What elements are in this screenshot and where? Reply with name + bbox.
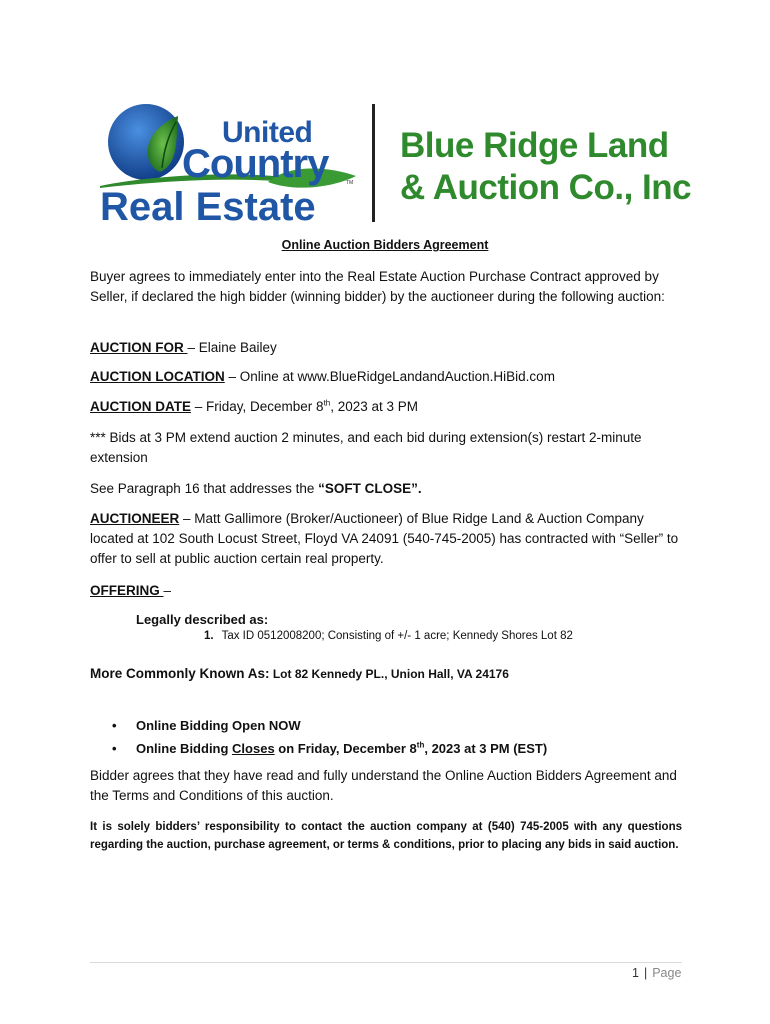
auctioneer-value: – Matt Gallimore (Broker/Auctioneer) of Blue Ridge Land & Auction Company located at 102 South Locust Street, Floyd VA 24091 (540-745-2005) has contracted with “Seller” to offer to sell at public auction certain real property. [90, 511, 679, 566]
footer-separator: | [643, 966, 648, 980]
legal-item [204, 630, 573, 642]
auction-location-value: – Online at www.BlueRidgeLandandAuction.HiBid.com [224, 369, 555, 384]
bullet-text-open: Online Bidding Open NOW [136, 718, 301, 733]
offering-label: OFFERING [90, 583, 164, 598]
logo-divider [372, 104, 375, 222]
soft-close-bold: “SOFT CLOSE”. [318, 481, 422, 496]
legal-heading: Legally described as: [136, 612, 269, 627]
auction-location-label: AUCTION LOCATION [90, 369, 225, 384]
soft-close-text: See Paragraph 16 that addresses the [90, 481, 319, 496]
page-label: Page [652, 966, 682, 980]
brand-real-estate: Real Estate [100, 185, 316, 229]
auction-date-value: – Friday, December 8 [191, 399, 324, 414]
auctioneer-paragraph [90, 509, 690, 569]
trademark-mark: TM [346, 180, 354, 186]
intro-paragraph: Buyer agrees to immediately enter into the Real Estate Auction Purchase Contract approved by Seller, if declared the high bidder (winning bidder) by the auctioneer during the following auction: [90, 269, 665, 304]
agreement-paragraph: Bidder agrees that they have read and fully understand the Online Auction Bidders Agreement and the Terms and Conditions of this auction. [90, 768, 677, 803]
bullet-item [112, 737, 547, 760]
company-name-line2: & Auction Co., Inc [400, 168, 692, 207]
extension-paragraph: *** Bids at 3 PM extend auction 2 minutes, and each bid during extension(s) restart 2-minute extension [90, 430, 642, 465]
bullet-icon: • [112, 718, 117, 733]
known-as-label: More Commonly Known As: [90, 666, 270, 681]
soft-close-line [90, 479, 690, 499]
offering-dash: – [163, 583, 172, 598]
offering-line [90, 581, 690, 601]
brand-united: United [222, 116, 313, 149]
page-footer [632, 966, 681, 980]
auction-date-sup: th [323, 398, 331, 408]
bullet-icon: • [112, 741, 117, 756]
legal-item-text: Tax ID 0512008200; Consisting of +/- 1 acre; Kennedy Shores Lot 82 [221, 630, 573, 642]
auction-date-label: AUCTION DATE [90, 399, 191, 414]
footer-rule [90, 962, 682, 963]
auction-for-label: AUCTION FOR [90, 340, 188, 355]
auctioneer-label: AUCTIONEER [90, 511, 180, 526]
bullet-text-closes-post: , 2023 at 3 PM (EST) [424, 741, 548, 756]
legal-item-number: 1. [204, 630, 214, 642]
bullet-text-closes: Closes [232, 741, 275, 756]
bullet-text-closes-mid: on Friday, December 8 [274, 741, 417, 756]
page-number: 1 [632, 966, 639, 980]
bidding-bullets [112, 714, 547, 760]
auction-for-line [90, 338, 690, 358]
auction-for-value: – Elaine Bailey [187, 340, 277, 355]
brand-country: Country [182, 142, 329, 186]
responsibility-notice: It is solely bidders’ responsibility to contact the auction company at (540) 745-2005 with any questions regarding the auction, purchase agreement, or terms & conditions, prior to placing any bids in said auction. [90, 821, 682, 851]
known-as-value: Lot 82 Kennedy PL., Union Hall, VA 24176 [269, 667, 509, 681]
company-logo [98, 100, 692, 229]
document-title: Online Auction Bidders Agreement [281, 238, 489, 252]
auction-location-line [90, 367, 690, 387]
bullet-text-sup: th [416, 740, 425, 750]
bullet-item [112, 714, 547, 737]
auction-date-line [90, 397, 690, 417]
known-as-line [90, 664, 690, 684]
auction-date-value-post: , 2023 at 3 PM [330, 399, 419, 414]
bullet-text-closes-pre: Online Bidding [136, 741, 233, 756]
company-name-line1: Blue Ridge Land [400, 126, 669, 165]
